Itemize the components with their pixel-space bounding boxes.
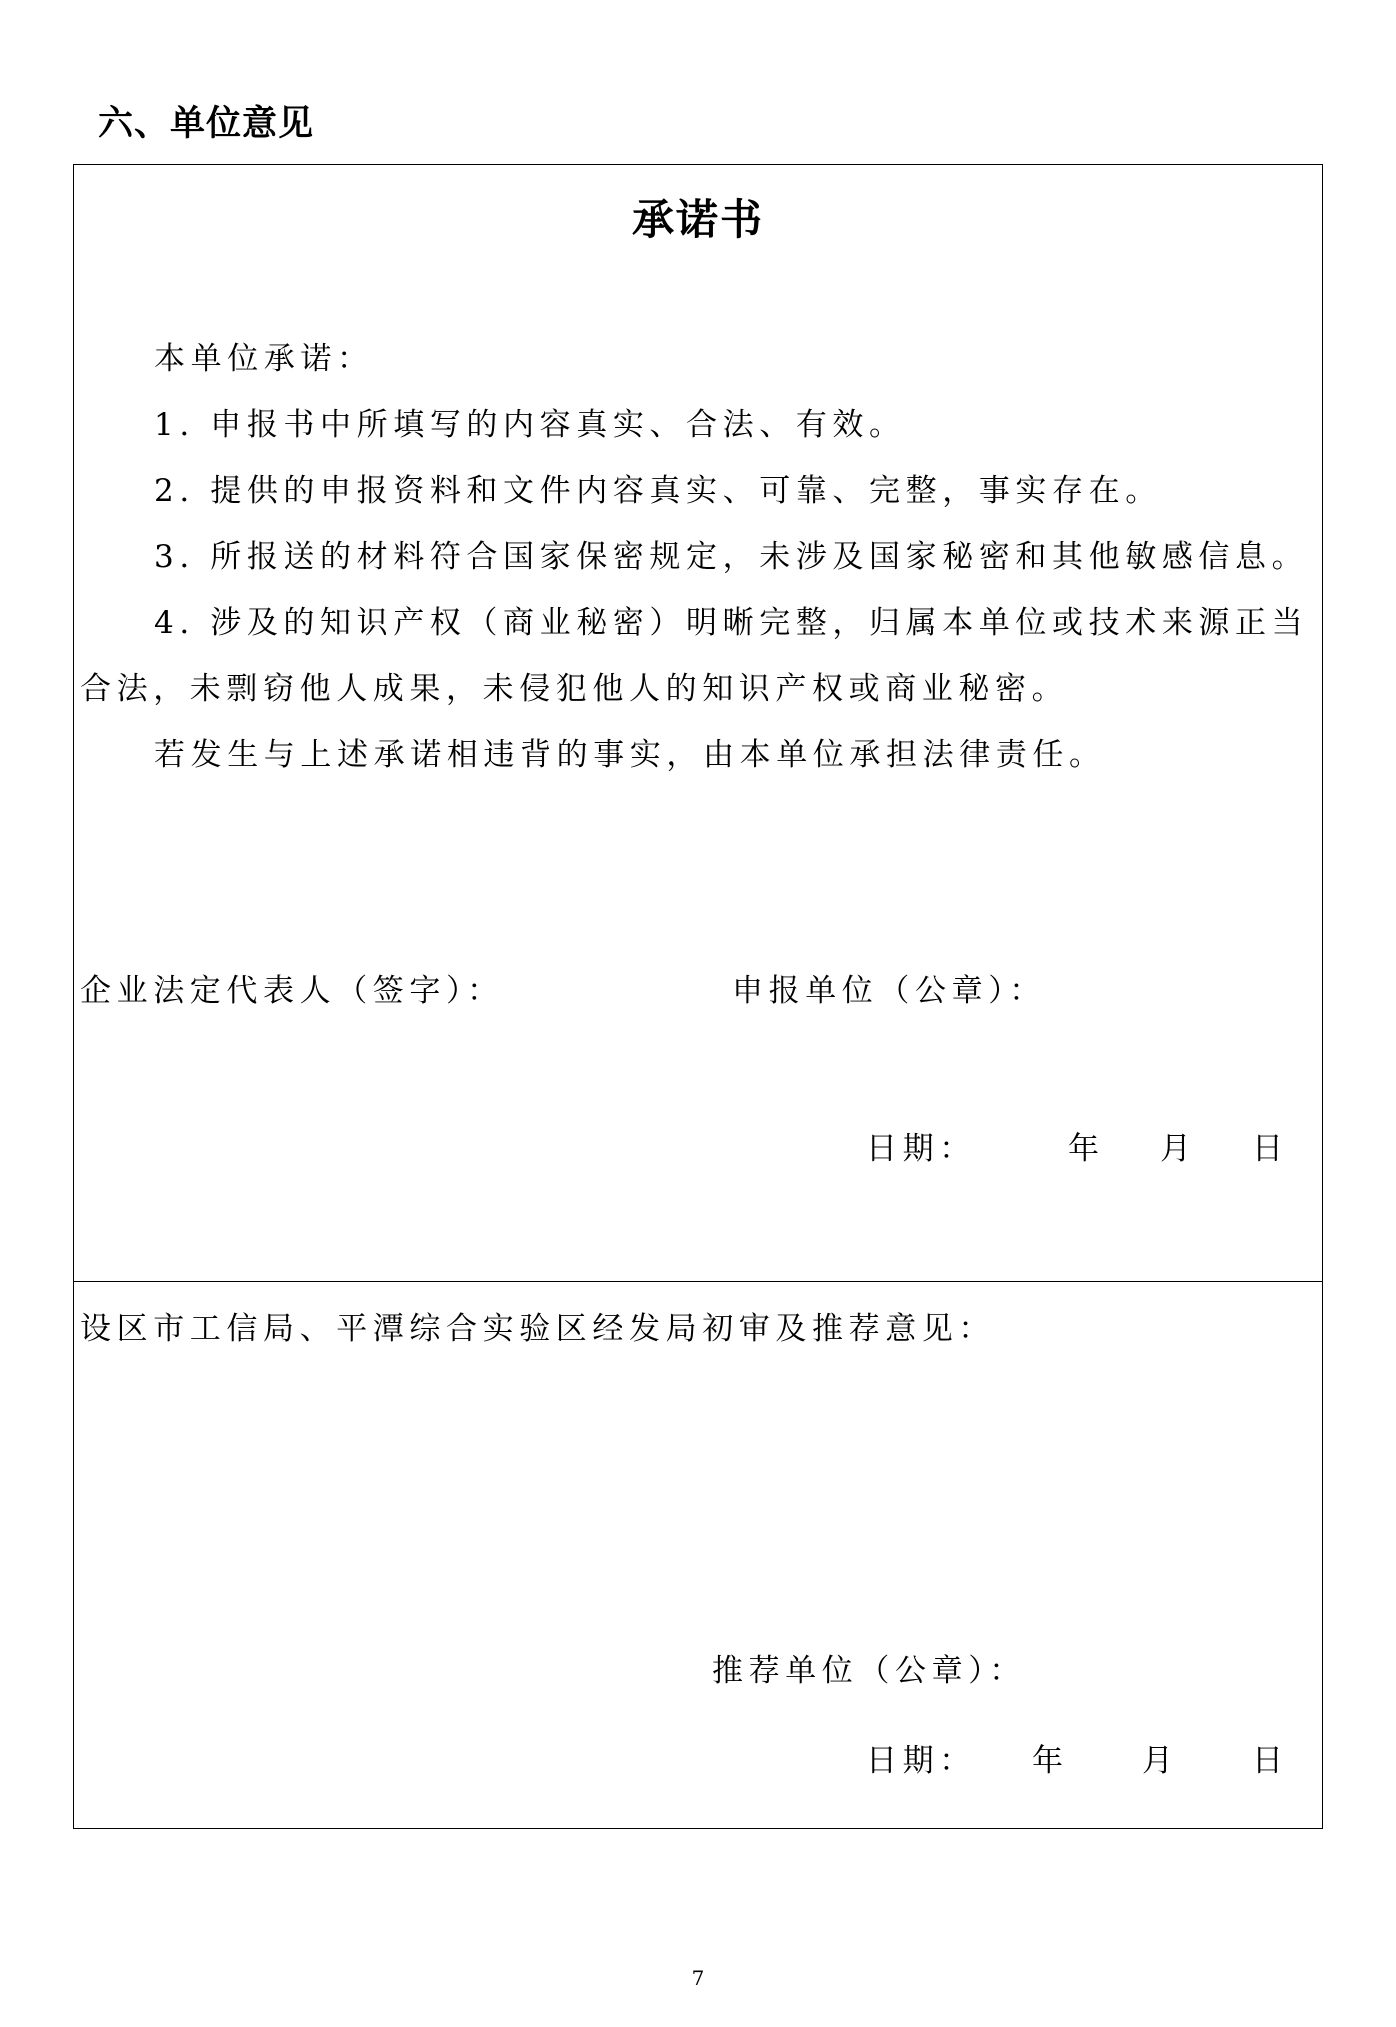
- pledge-item-4: 4. 涉及的知识产权（商业秘密）明晰完整，归属本单位或技术来源正当: [154, 605, 1309, 641]
- review-month-label: 月: [1142, 1743, 1179, 1779]
- review-day-label: 日: [1252, 1743, 1289, 1779]
- review-heading: 设区市工信局、平潭综合实验区经发局初审及推荐意见：: [80, 1311, 995, 1347]
- pledge-title: 承诺书: [631, 195, 764, 244]
- pledge-date-label: 日期：: [866, 1131, 976, 1167]
- pledge-item-3: 3. 所报送的材料符合国家保密规定，未涉及国家秘密和其他敏感信息。: [154, 539, 1309, 575]
- section-heading: 六、单位意见: [98, 104, 315, 144]
- pledge-liability: 若发生与上述承诺相违背的事实，由本单位承担法律责任。: [154, 737, 1106, 773]
- review-year-label: 年: [1032, 1743, 1069, 1779]
- pledge-day-label: 日: [1252, 1131, 1289, 1167]
- pledge-year-label: 年: [1068, 1131, 1105, 1167]
- pledge-item-4-continued: 合法，未剽窃他人成果，未侵犯他人的知识产权或商业秘密。: [80, 671, 1069, 707]
- pledge-month-label: 月: [1160, 1131, 1197, 1167]
- row-divider: [74, 1281, 1322, 1282]
- pledge-intro: 本单位承诺：: [154, 341, 374, 377]
- pledge-item-2: 2. 提供的申报资料和文件内容真实、可靠、完整，事实存在。: [154, 473, 1162, 509]
- pledge-item-1: 1. 申报书中所填写的内容真实、合法、有效。: [154, 407, 906, 443]
- recommender-seal-label: 推荐单位（公章）：: [712, 1653, 1026, 1689]
- opinion-table: [73, 164, 1323, 1829]
- applicant-seal-label: 申报单位（公章）：: [732, 973, 1046, 1009]
- page-number: 7: [691, 1966, 705, 1990]
- legal-rep-signature-label: 企业法定代表人（签字）：: [80, 973, 504, 1009]
- review-date-label: 日期：: [866, 1743, 976, 1779]
